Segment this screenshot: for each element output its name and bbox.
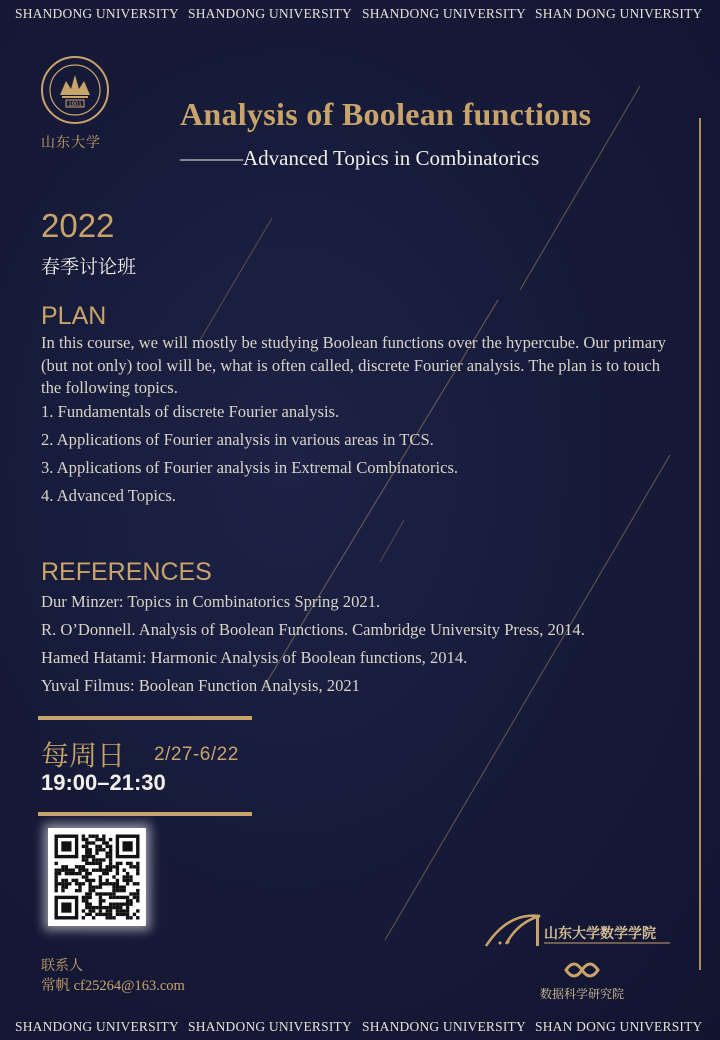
contact-label: 联系人 <box>41 958 83 974</box>
header-band-item: SHANDONG UNIVERSITY <box>188 6 352 21</box>
seal-year: 1901 <box>68 102 82 108</box>
plan-item: 4. Advanced Topics. <box>41 486 176 505</box>
footer-band <box>0 1019 720 1037</box>
reference-item: Hamed Hatami: Harmonic Analysis of Boolean functions, 2014. <box>41 648 468 667</box>
header-band <box>0 6 720 24</box>
header-band-item: SHAN DONG UNIVERSITY <box>535 6 703 21</box>
page-title: Analysis of Boolean functions <box>180 96 592 132</box>
page-subtitle: ———Advanced Topics in Combinatorics <box>180 146 540 170</box>
reference-item: R. O’Donnell. Analysis of Boolean Functions. Cambridge University Press, 2014. <box>41 620 585 639</box>
schedule-dates: 2/27-6/22 <box>154 744 239 765</box>
qr-code-icon <box>48 828 146 926</box>
header-band-item: SHANDONG UNIVERSITY <box>15 6 179 21</box>
seal-icon <box>40 55 110 125</box>
university-logo-caption: 山东大学 <box>41 135 101 151</box>
references-heading: REFERENCES <box>41 558 212 586</box>
plan-intro: In this course, we will mostly be studying Boolean functions over the hypercube. Our primary (but not only) tool will be, what is often called, discrete Fourier analysis. The plan is to touch the following topics. <box>41 333 666 397</box>
schedule-time: 19:00–21:30 <box>41 770 166 795</box>
school-name: 山东大学数学学院 <box>544 926 656 942</box>
university-seal-logo <box>40 55 110 130</box>
year-label: 2022 <box>41 207 115 244</box>
plan-item: 3. Applications of Fourier analysis in Extremal Combinatorics. <box>41 458 459 477</box>
schedule-day: 每周日 <box>41 739 126 772</box>
institute-emblem-icon <box>566 964 598 976</box>
plan-heading: PLAN <box>41 302 107 330</box>
footer-band-item: SHANDONG UNIVERSITY <box>15 1019 179 1034</box>
plan-item: 2. Applications of Fourier analysis in various areas in TCS. <box>41 430 434 449</box>
schedule-top-rule <box>38 716 252 720</box>
institution-logos <box>478 910 678 1010</box>
schedule-bottom-rule <box>38 812 252 816</box>
contact-email: 常帆 cf25264@163.com <box>41 978 185 994</box>
school-emblem-icon <box>486 916 540 946</box>
plan-item: 1. Fundamentals of discrete Fourier analysis. <box>41 402 340 421</box>
reference-item: Yuval Filmus: Boolean Function Analysis, 2021 <box>41 676 360 695</box>
header-band-item: SHANDONG UNIVERSITY <box>362 6 526 21</box>
footer-band-item: SHANDONG UNIVERSITY <box>362 1019 526 1034</box>
footer-band-item: SHAN DONG UNIVERSITY <box>535 1019 703 1034</box>
reference-item: Dur Minzer: Topics in Combinatorics Spring 2021. <box>41 592 381 611</box>
institute-name: 数据科学研究院 <box>539 987 625 1001</box>
qr-code <box>48 828 146 926</box>
footer-band-item: SHANDONG UNIVERSITY <box>188 1019 352 1034</box>
right-gold-rule <box>699 118 701 970</box>
seminar-label: 春季讨论班 <box>41 256 137 278</box>
